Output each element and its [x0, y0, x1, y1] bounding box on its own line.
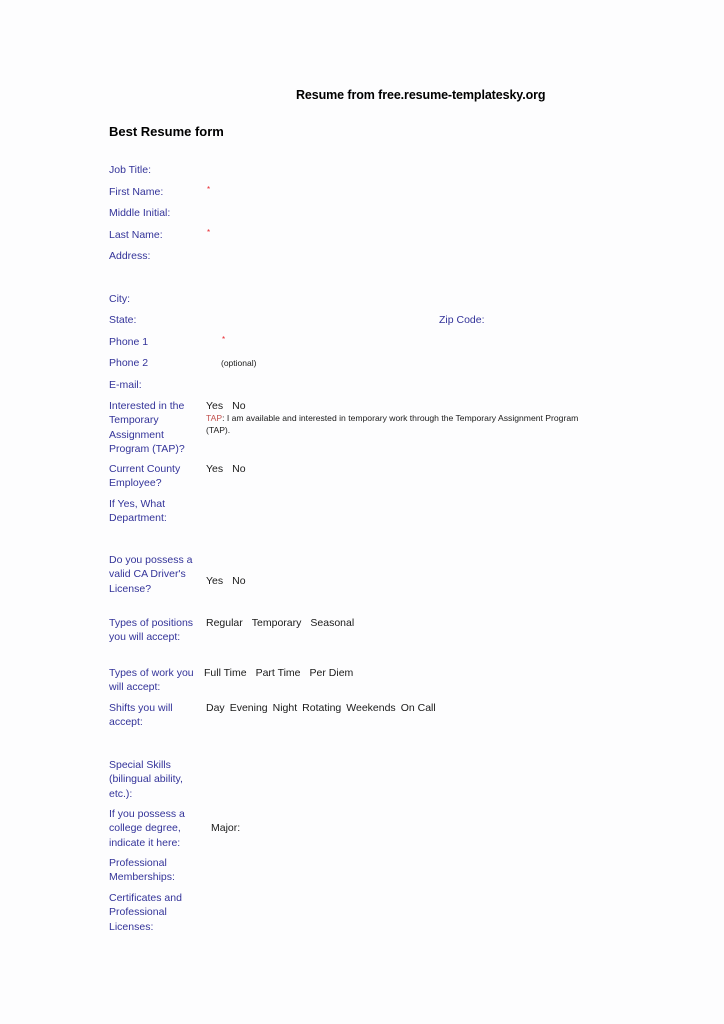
required-marker-last-name: * [207, 228, 211, 237]
help-text-tap [206, 413, 596, 436]
required-marker-first-name: * [207, 185, 211, 194]
site-header: Resume from free.resume-templatesky.org [296, 88, 546, 102]
label-first-name: First Name: [109, 186, 164, 198]
option-shift-night[interactable]: Night [272, 702, 298, 714]
option-position-regular[interactable]: Regular [206, 617, 243, 629]
options-tap [206, 399, 246, 413]
option-work-full-time[interactable]: Full Time [204, 667, 247, 679]
help-body-tap: : I am available and interested in temporary work through the Temporary Assignment Program (TAP). [206, 413, 579, 435]
option-position-seasonal[interactable]: Seasonal [310, 617, 355, 629]
options-drivers-license [206, 574, 246, 588]
label-shifts: Shifts you will accept: [109, 702, 173, 729]
option-tap-yes[interactable]: Yes [206, 400, 224, 412]
option-shift-day[interactable]: Day [206, 702, 225, 714]
label-state: State: [109, 314, 137, 326]
label-major: Major: [211, 822, 241, 834]
label-city: City: [109, 293, 130, 305]
label-work-types: Types of work you will accept: [109, 667, 194, 694]
label-last-name: Last Name: [109, 229, 163, 241]
label-email: E-mail: [109, 379, 142, 391]
label-zip-code: Zip Code: [439, 314, 485, 326]
help-tag-tap: TAP [206, 413, 223, 423]
options-work-types [204, 666, 353, 680]
label-job-title: Job Title: [109, 164, 152, 176]
label-middle-initial: Middle Initial: [109, 207, 171, 219]
label-drivers-license: Do you possess a valid CA Driver's License? [109, 554, 193, 595]
label-current-county-employee: Current County Employee? [109, 463, 181, 490]
options-current-county-employee [206, 462, 246, 476]
option-tap-no[interactable]: No [232, 400, 246, 412]
label-special-skills: Special Skills (bilingual ability, etc.): [109, 759, 183, 800]
required-marker-phone-1: * [222, 335, 226, 344]
label-department: If Yes, What Department: [109, 498, 167, 525]
option-shift-on-call[interactable]: On Call [400, 702, 436, 714]
options-shifts [206, 701, 436, 715]
label-phone-1: Phone 1 [109, 336, 149, 348]
option-county-no[interactable]: No [232, 463, 246, 475]
label-professional-memberships: Professional Memberships: [109, 857, 175, 884]
label-phone-2: Phone 2 [109, 357, 149, 369]
option-shift-weekends[interactable]: Weekends [346, 702, 396, 714]
option-position-temporary[interactable]: Temporary [251, 617, 302, 629]
option-shift-rotating[interactable]: Rotating [302, 702, 342, 714]
option-shift-evening[interactable]: Evening [229, 702, 268, 714]
label-college-degree: If you possess a college degree, indicate it here: [109, 808, 185, 849]
options-position-types [206, 616, 354, 630]
optional-note-phone-2: (optional) [221, 358, 257, 368]
label-address: Address: [109, 250, 151, 262]
label-position-types: Types of positions you will accept: [109, 617, 194, 644]
option-license-yes[interactable]: Yes [206, 575, 224, 587]
option-work-per-diem[interactable]: Per Diem [309, 667, 354, 679]
option-county-yes[interactable]: Yes [206, 463, 224, 475]
page-title: Best Resume form [109, 124, 224, 139]
option-license-no[interactable]: No [232, 575, 246, 587]
option-work-part-time[interactable]: Part Time [255, 667, 301, 679]
label-tap-program: Interested in the Temporary Assignment Program (TAP)? [109, 400, 185, 456]
label-certificates-licenses: Certificates and Professional Licenses: [109, 892, 182, 933]
